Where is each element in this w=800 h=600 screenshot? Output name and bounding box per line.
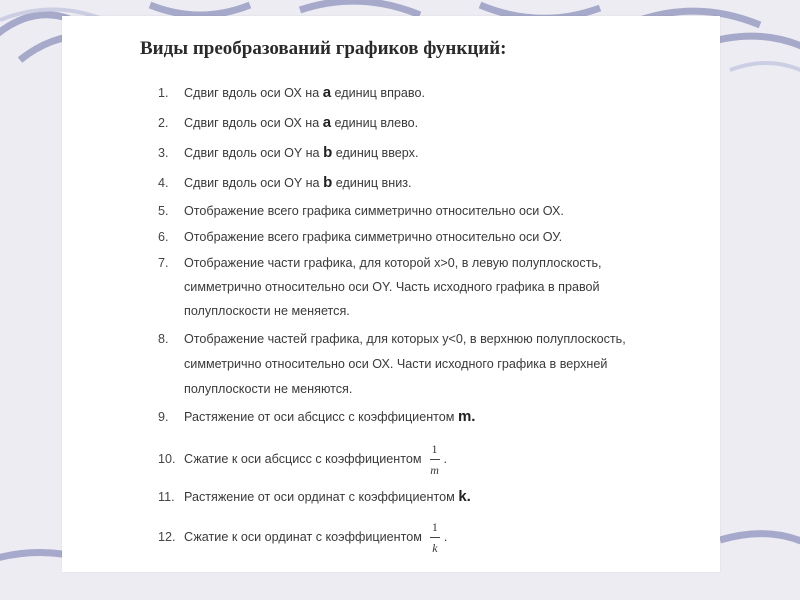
list-item-5 xyxy=(158,202,564,220)
item-text: Отображение частей графика, для которых у<0, в верхнюю полуплоскость, xyxy=(184,332,626,346)
fraction-denominator: k xyxy=(432,541,438,555)
page-title: Виды преобразований графиков функций: xyxy=(140,38,507,59)
item-variable: b xyxy=(323,174,333,191)
fraction-numerator: 1 xyxy=(430,518,440,538)
list-item-9 xyxy=(158,408,475,426)
list-item-8 xyxy=(158,330,626,348)
list-item-7-line-2: симметрично относительно оси ОY. Часть исходного графика в правой xyxy=(184,280,600,294)
item-text: единиц влево. xyxy=(331,116,419,130)
document-page xyxy=(62,16,720,572)
item-number: 7. xyxy=(158,256,169,270)
fraction-numerator: 1 xyxy=(430,440,440,460)
item-number: 3. xyxy=(158,146,169,160)
fraction xyxy=(430,440,440,479)
item-text: Сдвиг вдоль оси ОХ на xyxy=(184,86,323,100)
list-item-6 xyxy=(158,228,562,246)
list-item-4 xyxy=(158,174,412,192)
item-text: Растяжение от оси ординат с коэффициентом xyxy=(184,490,459,504)
list-item-2 xyxy=(158,114,418,132)
list-item-11 xyxy=(158,488,471,506)
item-text: Сжатие к оси абсцисс с коэффициентом xyxy=(184,451,422,466)
item-number: 10. xyxy=(158,451,176,466)
list-item-12 xyxy=(158,518,447,557)
item-text: Сжатие к оси ординат с коэффициентом xyxy=(184,529,422,544)
item-text: Сдвиг вдоль оси ОХ на xyxy=(184,116,323,130)
item-number: 11. xyxy=(158,490,175,504)
item-text: Отображение всего графика симметрично относительно оси ОУ. xyxy=(184,230,563,244)
list-item-7 xyxy=(158,254,602,272)
fraction-denominator: m xyxy=(430,463,439,477)
item-text: единиц вправо. xyxy=(331,86,425,100)
fraction xyxy=(430,518,440,557)
item-number: 12. xyxy=(158,529,176,544)
list-item-1 xyxy=(158,84,425,102)
item-number: 9. xyxy=(158,410,169,424)
list-item-8-line-2: симметрично относительно оси ОХ. Части исходного графика в верхней xyxy=(184,357,608,371)
item-text: Сдвиг вдоль оси ОY на xyxy=(184,146,324,160)
item-variable: k. xyxy=(458,488,471,505)
item-text: . xyxy=(443,529,448,544)
item-number: 2. xyxy=(158,116,169,130)
item-text: Отображение всего графика симметрично относительно оси ОХ. xyxy=(184,204,564,218)
list-item-3 xyxy=(158,144,418,162)
item-number: 5. xyxy=(158,204,169,218)
list-item-7-line-3: полуплоскости не меняется. xyxy=(184,304,350,318)
item-text: . xyxy=(443,451,448,466)
item-text: Отображение части графика, для которой х>0, в левую полуплоскость, xyxy=(184,256,602,270)
item-number: 4. xyxy=(158,176,169,190)
item-number: 6. xyxy=(158,230,169,244)
list-item-8-line-3: полуплоскости не меняются. xyxy=(184,382,353,396)
item-text: единиц вниз. xyxy=(332,176,412,190)
item-text: Сдвиг вдоль оси ОY на xyxy=(184,176,324,190)
item-text: единиц вверх. xyxy=(332,146,419,160)
item-variable: а xyxy=(322,114,332,131)
item-variable: m. xyxy=(457,408,476,425)
item-number: 8. xyxy=(158,332,169,346)
item-number: 1. xyxy=(158,86,169,100)
item-variable: а xyxy=(322,84,332,101)
item-variable: b xyxy=(323,144,333,161)
list-item-10 xyxy=(158,440,447,479)
item-text: Растяжение от оси абсцисс с коэффициентом xyxy=(184,410,458,424)
